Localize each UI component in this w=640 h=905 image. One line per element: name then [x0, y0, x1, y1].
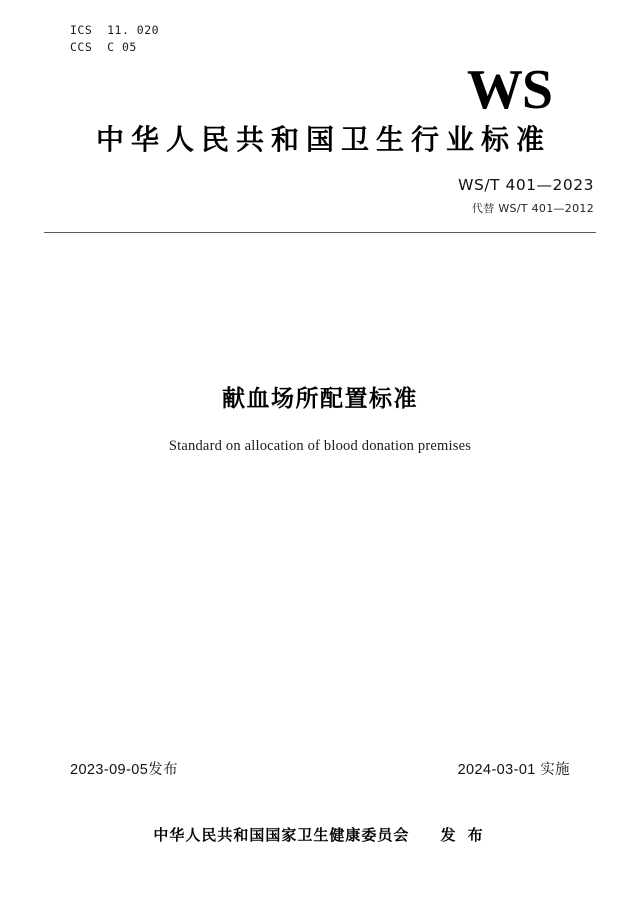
- ics-code: ICS 11. 020: [70, 23, 160, 37]
- publisher-row: [0, 824, 640, 845]
- effective-date: 2024-03-01 实施: [457, 762, 570, 778]
- document-title-cn: 献血场所配置标准: [222, 385, 418, 411]
- ccs-code: CCS C 05: [70, 40, 137, 54]
- issue-date: 2023-09-05发布: [70, 762, 178, 778]
- dates-row: [70, 758, 570, 779]
- classification-codes: [70, 22, 159, 56]
- publisher-name: 中华人民共和国国家卫生健康委员会: [153, 827, 410, 844]
- horizontal-divider: [44, 232, 596, 233]
- publisher-action: 发 布: [440, 827, 487, 844]
- standard-number-block: [458, 176, 594, 216]
- standard-number: WS/T 401—2023: [458, 176, 594, 194]
- page-title: 中华人民共和国卫生行业标准: [95, 124, 551, 155]
- replaced-standard: 代替 WS/T 401—2012: [471, 202, 594, 215]
- ws-logo: WS: [466, 59, 552, 121]
- document-title-en: Standard on allocation of blood donation premises: [168, 438, 472, 454]
